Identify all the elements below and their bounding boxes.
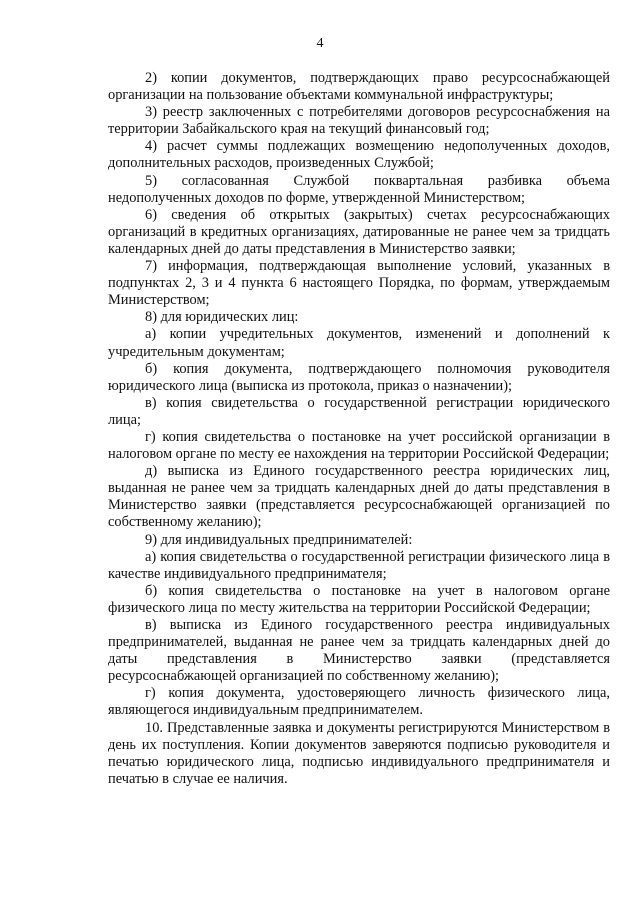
- paragraph-item-9-heading: 9) для индивидуальных предпринимателей:: [145, 531, 413, 548]
- paragraph-item-2: 2) копии документов, подтверждающих право ресурсоснабжающей организации на пользование объектами коммунальной инфраструктуры;: [108, 70, 610, 104]
- paragraph-item-3: 3) реестр заключенных с потребителями договоров ресурсоснабжения на территории Забайкальского края на текущий финансовый год;: [108, 104, 610, 138]
- paragraph-item-8b: б) копия документа, подтверждающего полномочия руководителя юридического лица (выписка из протокола, приказ о назначении);: [108, 360, 610, 394]
- paragraph-item-7: 7) информация, подтверждающая выполнение условий, указанных в подпунктах 2, 3 и 4 пункта 6 настоящего Порядка, по формам, утверждаемым Министерством;: [108, 258, 610, 309]
- paragraph-item-8d: д) выписка из Единого государственного реестра юридических лиц, выданная не ранее чем за тридцать календарных дней до даты представления в Министерство заявки (представляется ресурсоснабжающей организацией по собственному желанию);: [108, 463, 610, 531]
- paragraph-item-6: 6) сведения об открытых (закрытых) счетах ресурсоснабжающих организаций в кредитных организациях, датированные не ранее чем за тридцать календарных дней до даты представления в Министерство заявки;: [108, 206, 610, 257]
- paragraph-item-5: 5) согласованная Службой поквартальная разбивка объема недополученных доходов по форме, утвержденной Министерством;: [108, 172, 610, 206]
- paragraph-item-9b: б) копия свидетельства о постановке на учет в налоговом органе физического лица по месту жительства на территории Российской Федерации;: [108, 582, 610, 616]
- paragraph-item-9g: г) копия документа, удостоверяющего личность физического лица, являющегося индивидуальным предпринимателем.: [108, 685, 610, 719]
- document-body: [108, 70, 610, 788]
- paragraph-item-9a: а) копия свидетельства о государственной регистрации физического лица в качестве индивидуального предпринимателя;: [108, 548, 610, 582]
- paragraph-item-10: 10. Представленные заявка и документы регистрируются Министерством в день их поступления. Копии документов заверяются подписью руководителя и печатью юридического лица, подписью индивидуального предпринимателя и печатью в случае ее наличия.: [108, 719, 610, 787]
- paragraph-item-9v: в) выписка из Единого государственного реестра индивидуальных предпринимателей, выданная не ранее чем за тридцать календарных дней до даты представления в Министерство заявки (представляется ресурсоснабжающей организацией по собственному желанию);: [108, 617, 610, 685]
- paragraph-item-8-heading: 8) для юридических лиц:: [145, 309, 299, 326]
- paragraph-item-8g: г) копия свидетельства о постановке на учет российской организации в налоговом органе по месту ее нахождения на территории Российской Федерации;: [108, 428, 610, 463]
- paragraph-item-8a: а) копии учредительных документов, изменений и дополнений к учредительным документам;: [108, 326, 610, 360]
- page-number: 4: [316, 36, 324, 51]
- paragraph-item-8v: в) копия свидетельства о государственной регистрации юридического лица;: [108, 394, 610, 428]
- paragraph-item-4: 4) расчет суммы подлежащих возмещению недополученных доходов, дополнительных расходов, произведенных Службой;: [108, 138, 610, 172]
